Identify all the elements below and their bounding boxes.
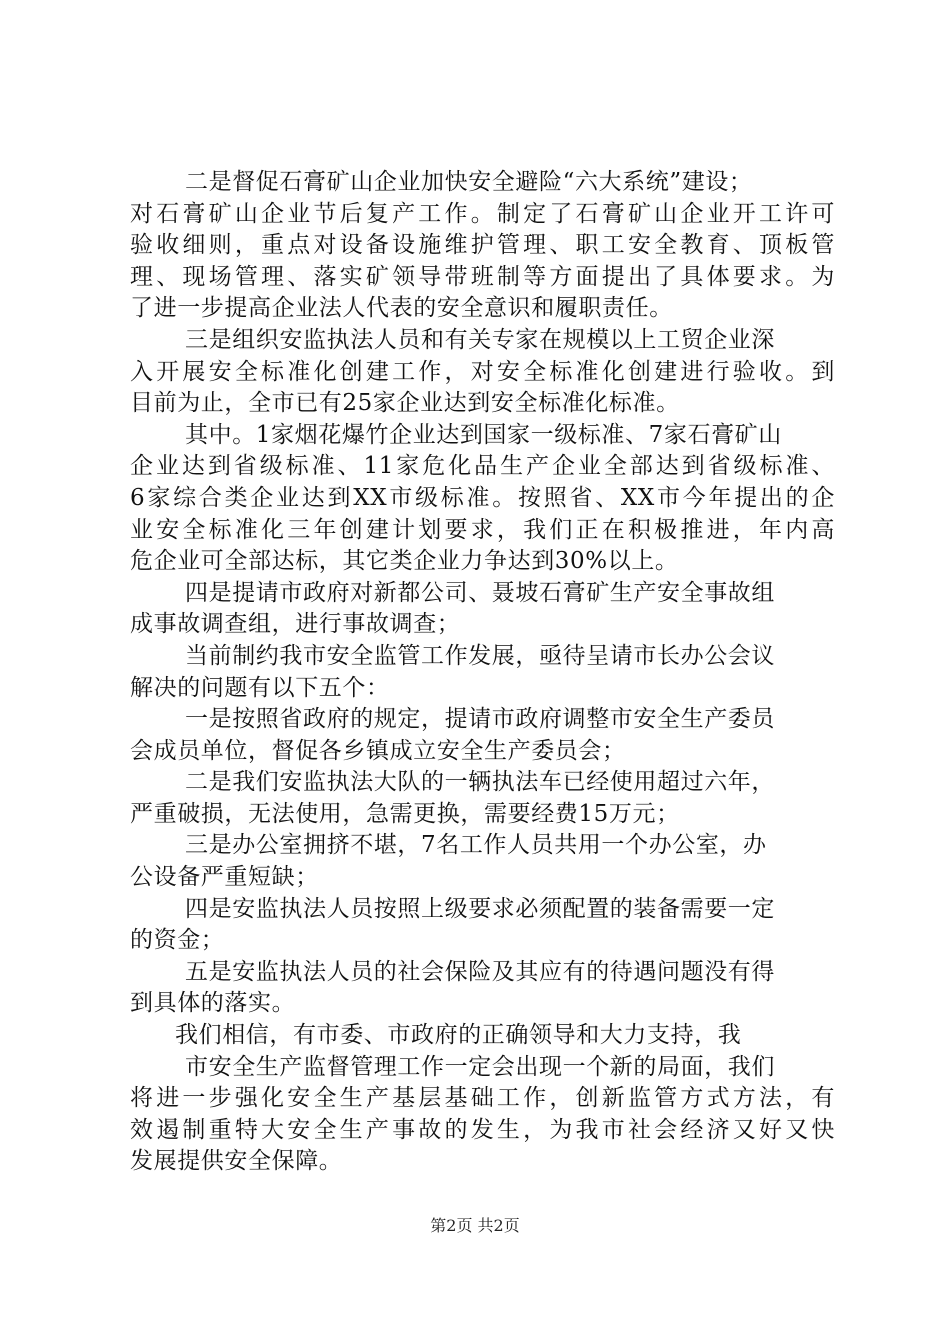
paragraph-line: 公设备严重短缺； [130, 864, 319, 891]
paragraph-line: 四是提请市政府对新都公司、聂坡石膏矿生产安全事故组 [185, 579, 775, 606]
paragraph-line: 我们相信，有市委、市政府的正确领导和大力支持，我 [175, 1022, 742, 1049]
page-number-footer: 第2页 共2页 [430, 1216, 520, 1235]
paragraph-line: 五是安监执法人员的社会保险及其应有的待遇问题没有得 [185, 958, 775, 985]
paragraph-line: 企业达到省级标准、11家危化品生产企业全部达到省级标准、 [130, 453, 835, 480]
paragraph-line: 理、现场管理、落实矿领导带班制等方面提出了具体要求。为 [130, 263, 835, 290]
paragraph-line: 的资金； [130, 927, 225, 954]
paragraph-line: 目前为止，全市已有25家企业达到安全标准化标准。 [130, 390, 680, 417]
paragraph-line: 三是组织安监执法人员和有关专家在规模以上工贸企业深 [185, 326, 775, 353]
paragraph-line: 二是我们安监执法大队的一辆执法车已经使用超过六年， [185, 769, 775, 796]
paragraph-line: 业安全标准化三年创建计划要求，我们正在积极推进，年内高 [130, 516, 835, 543]
paragraph-line: 四是安监执法人员按照上级要求必须配置的装备需要一定 [185, 895, 775, 922]
paragraph-line: 到具体的落实。 [130, 990, 296, 1017]
paragraph-line: 了进一步提高企业法人代表的安全意识和履职责任。 [130, 295, 673, 322]
paragraph-line: 效遏制重特大安全生产事故的发生，为我市社会经济又好又快 [130, 1116, 835, 1143]
paragraph-line: 当前制约我市安全监管工作发展，亟待呈请市长办公会议 [185, 642, 775, 669]
paragraph-line: 危企业可全部达标，其它类企业力争达到30%以上。 [130, 548, 679, 575]
paragraph-line: 解决的问题有以下五个： [130, 674, 390, 701]
paragraph-line: 对石膏矿山企业节后复产工作。制定了石膏矿山企业开工许可 [130, 200, 835, 227]
paragraph-line: 其中。1家烟花爆竹企业达到国家一级标准、7家石膏矿山 [185, 421, 782, 448]
paragraph-line: 入开展安全标准化创建工作，对安全标准化创建进行验收。到 [130, 358, 835, 385]
paragraph-line: 6家综合类企业达到XX市级标准。按照省、XX市今年提出的企 [130, 484, 835, 511]
paragraph-line: 三是办公室拥挤不堪，7名工作人员共用一个办公室，办 [185, 832, 767, 859]
paragraph-line: 将进一步强化安全生产基层基础工作，创新监管方式方法，有 [130, 1085, 835, 1112]
paragraph-line: 二是督促石膏矿山企业加快安全避险“六大系统”建设； [185, 169, 753, 195]
paragraph-line: 验收细则，重点对设备设施维护管理、职工安全教育、顶板管 [130, 232, 835, 259]
paragraph-line: 严重破损，无法使用，急需更换，需要经费15万元； [130, 800, 680, 827]
paragraph-line: 一是按照省政府的规定，提请市政府调整市安全生产委员 [185, 706, 775, 733]
paragraph-line: 市安全生产监督管理工作一定会出现一个新的局面，我们 [185, 1053, 775, 1080]
paragraph-line: 发展提供安全保障。 [130, 1148, 343, 1175]
paragraph-line: 会成员单位，督促各乡镇成立安全生产委员会； [130, 737, 626, 764]
document-body [130, 167, 835, 1178]
paragraph-line: 成事故调查组，进行事故调查； [130, 611, 461, 638]
